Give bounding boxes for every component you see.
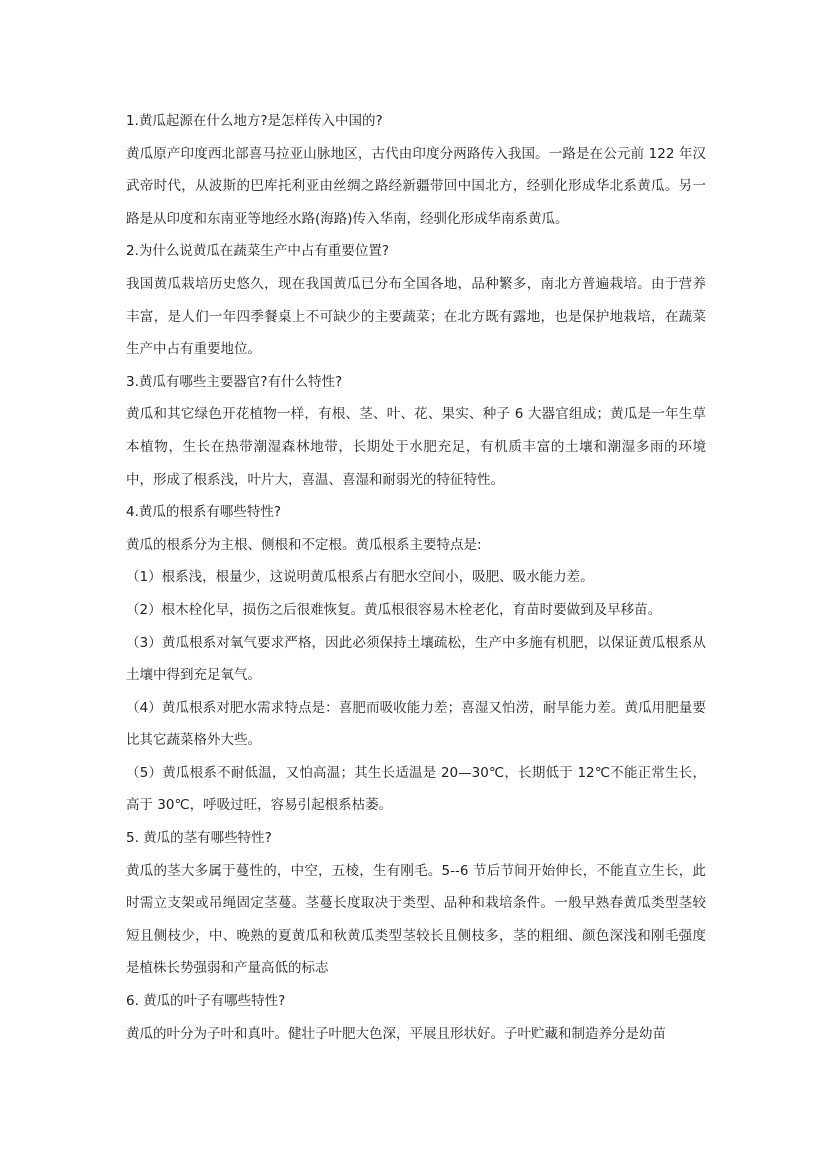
answer-paragraph: 黄瓜的根系分为主根、侧根和不定根。黄瓜根系主要特点是: [126,536,482,553]
question-heading: 5. 黄瓜的茎有哪些特性? [126,830,272,847]
list-item: （4）黄瓜根系对肥水需求特点是：喜肥而吸收能力差；喜湿又怕涝，耐旱能力差。黄瓜用肥量要比其它蔬菜格外大些。 [126,699,706,749]
question-heading: 6. 黄瓜的叶子有哪些特性? [126,993,286,1010]
answer-paragraph: 黄瓜的叶分为子叶和真叶。健壮子叶肥大色深，平展且形状好。子叶贮藏和制造养分是幼苗 [126,1025,666,1042]
question-heading: 2.为什么说黄瓜在蔬菜生产中占有重要位置? [126,243,390,260]
answer-paragraph: 黄瓜原产印度西北部喜马拉亚山脉地区，古代由印度分两路传入我国。一路是在公元前 122 年汉武帝时代，从波斯的巴库托利亚由丝绸之路经新疆带回中国北方，经驯化形成华北系黄瓜。另一路是从印度和东南亚等地经水路(海路)传入华南，经驯化形成华南系黄瓜。 [126,145,706,227]
list-item: （2）根木栓化早，损伤之后很难恢复。黄瓜根很容易木栓老化，育苗时要做到及早移苗。 [126,601,662,618]
answer-paragraph: 黄瓜的茎大多属于蔓性的，中空，五棱，生有刚毛。5--6 节后节间开始伸长，不能直立生长，此时需立支架或吊绳固定茎蔓。茎蔓长度取决于类型、品种和栽培条件。一般早熟春黄瓜类型茎较短且侧枝少，中、晚熟的夏黄瓜和秋黄瓜类型茎较长且侧枝多，茎的粗细、颜色深浅和刚毛强度是植株长势强弱和产量高低的标志 [126,862,706,977]
list-item: （3）黄瓜根系对氧气要求严格，因此必须保持土壤疏松，生产中多施有机肥，以保证黄瓜根系从土壤中得到充足氧气。 [126,634,706,684]
answer-paragraph: 黄瓜和其它绿色开花植物一样，有根、茎、叶、花、果实、种子 6 大器官组成；黄瓜是一年生草本植物，生长在热带潮湿森林地带，长期处于水肥充足，有机质丰富的土壤和潮湿多雨的环境中，形成了根系浅，叶片大，喜温、喜湿和耐弱光的特征特性。 [126,406,706,488]
list-item: （5）黄瓜根系不耐低温，又怕高温；其生长适温是 20—30℃，长期低于 12℃不能正常生长，高于 30℃，呼吸过旺，容易引起根系枯萎。 [126,764,706,814]
document-page [126,105,706,1050]
question-heading: 1.黄瓜起源在什么地方?是怎样传入中国的? [126,113,383,129]
answer-paragraph: 我国黄瓜栽培历史悠久，现在我国黄瓜已分布全国各地，品种繁多，南北方普遍栽培。由于营养丰富，是人们一年四季餐桌上不可缺少的主要蔬菜；在北方既有露地，也是保护地栽培，在蔬菜生产中占有重要地位。 [126,275,706,358]
list-item: （1）根系浅，根量少，这说明黄瓜根系占有肥水空间小，吸肥、吸水能力差。 [126,569,594,586]
question-heading: 3.黄瓜有哪些主要器官?有什么特性? [126,373,343,390]
question-heading: 4.黄瓜的根系有哪些特性? [126,504,282,521]
